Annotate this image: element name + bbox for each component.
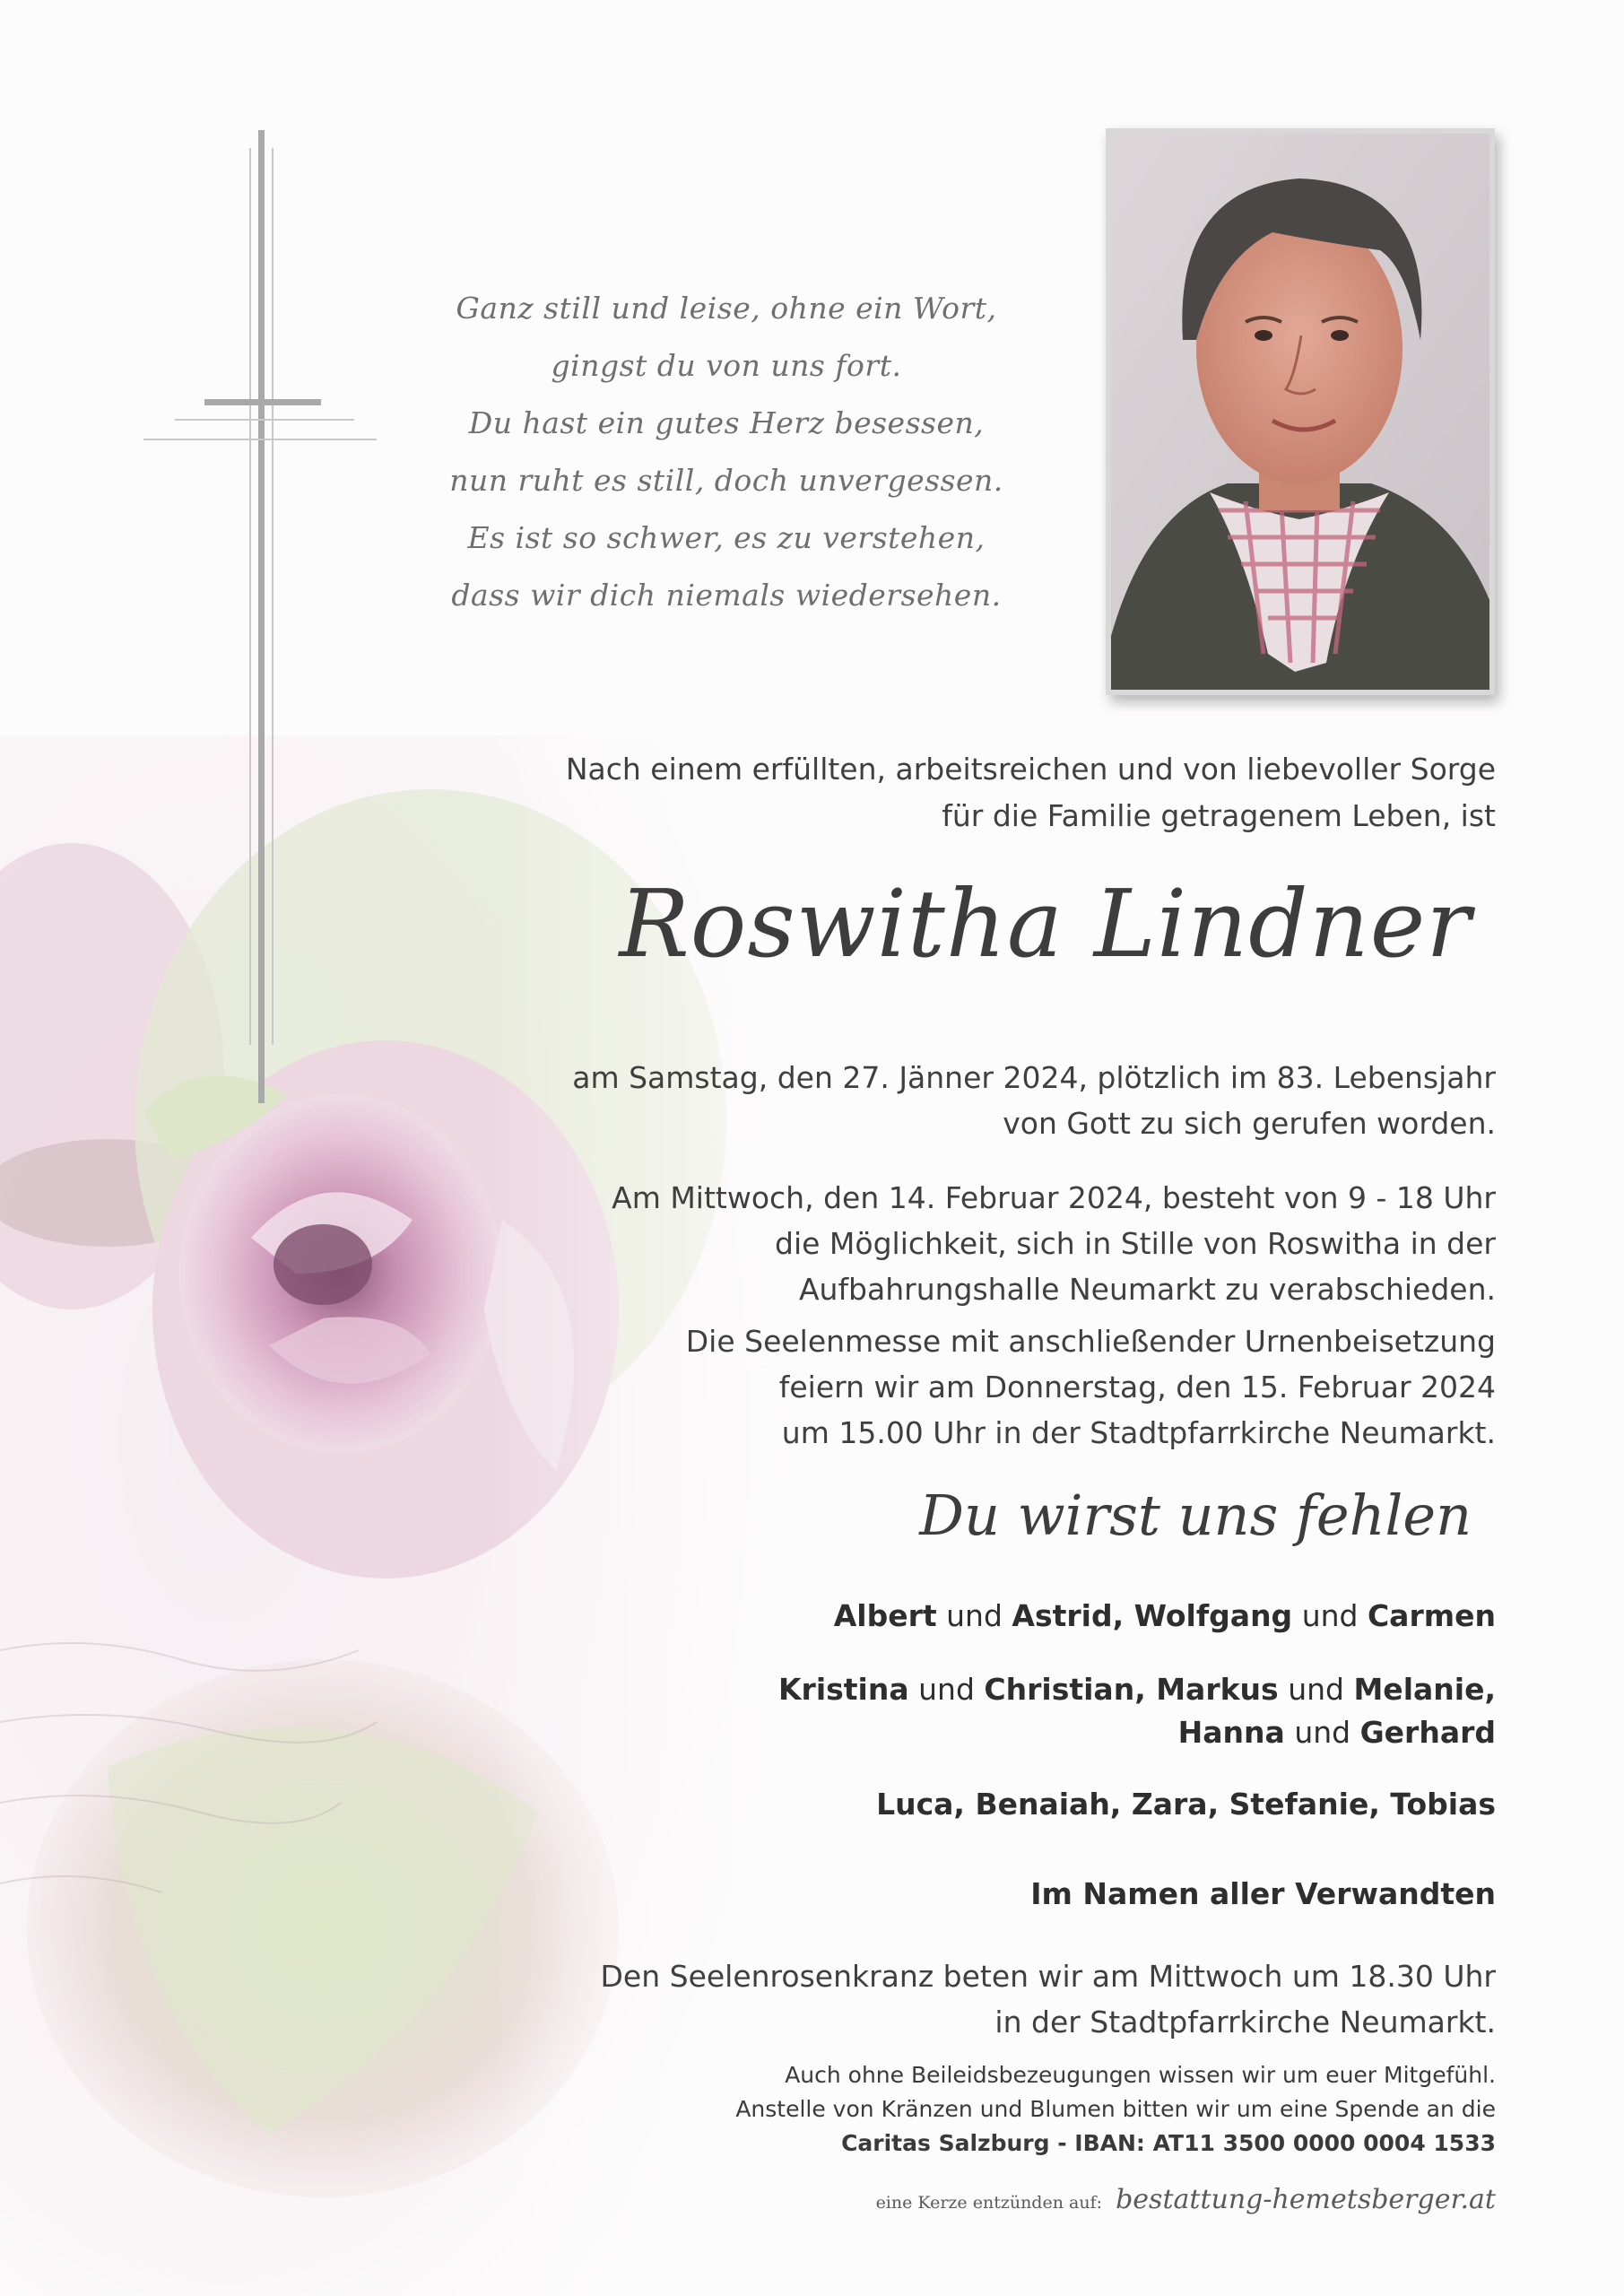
mass-notice [509, 1318, 1496, 1456]
poem-line: dass wir dich niemals wiedersehen. [451, 578, 1002, 613]
death-line: am Samstag, den 27. Jänner 2024, plötzlich im 83. Lebensjahr [572, 1060, 1496, 1095]
donation-notice [509, 2058, 1496, 2161]
mourner-name: Luca, Benaiah, Zara, Stefanie, Tobias [876, 1787, 1496, 1822]
rosary-line: in der Stadtpfarrkirche Neumarkt. [994, 2005, 1496, 2039]
conjunction: und [918, 1672, 975, 1707]
footer [876, 2184, 1496, 2215]
mass-line: Die Seelenmesse mit anschließender Urnenbeisetzung [685, 1324, 1496, 1359]
viewing-line: Aufbahrungshalle Neumarkt zu verabschieden. [798, 1272, 1496, 1307]
poem-line: Es ist so schwer, es zu verstehen, [467, 520, 986, 555]
intro-line: für die Familie getragenem Leben, ist [942, 798, 1496, 833]
mourners-group-2 [509, 1668, 1496, 1754]
intro-line: Nach einem erfüllten, arbeitsreichen und von liebevoller Sorge [565, 752, 1496, 787]
poem-line: nun ruht es still, doch unvergessen. [449, 463, 1003, 498]
donation-iban: Caritas Salzburg - IBAN: AT11 3500 0000 0004 1533 [841, 2130, 1496, 2156]
portrait-photo [1106, 128, 1495, 695]
mourner-name: Melanie, [1353, 1672, 1496, 1707]
mourner-name: Hanna [1177, 1715, 1285, 1750]
footer-prefix: eine Kerze entzünden auf: [875, 2193, 1102, 2213]
rosary-notice [509, 1953, 1496, 2045]
mourners-group-1 [509, 1595, 1496, 1638]
mourners-group-3 [509, 1783, 1496, 1826]
poem-line: Du hast ein gutes Herz besessen, [468, 405, 985, 440]
viewing-notice [509, 1175, 1496, 1312]
death-notice [509, 1055, 1496, 1146]
conjunction: und [946, 1598, 1003, 1633]
website-link[interactable]: bestattung-hemetsberger.at [1116, 2184, 1496, 2215]
conjunction: und [1288, 1672, 1344, 1707]
conjunction: und [1301, 1598, 1359, 1633]
rosary-line: Den Seelenrosenkranz beten wir am Mittwoch um 18.30 Uhr [600, 1959, 1496, 1994]
mourner-name: Gerhard [1359, 1715, 1496, 1750]
conjunction: und [1294, 1715, 1351, 1750]
mourner-name: Carmen [1367, 1598, 1496, 1633]
memorial-poem [421, 280, 1031, 624]
poem-line: Ganz still und leise, ohne ein Wort, [456, 291, 997, 326]
intro-text [509, 746, 1496, 839]
viewing-line: Am Mittwoch, den 14. Februar 2024, besteht von 9 - 18 Uhr [612, 1180, 1496, 1215]
mourner-name: Astrid, Wolfgang [1012, 1598, 1293, 1633]
deceased-name: Roswitha Lindner [619, 869, 1472, 978]
donation-line: Auch ohne Beileidsbezeugungen wissen wir um euer Mitgefühl. [785, 2062, 1496, 2088]
mass-line: feiern wir am Donnerstag, den 15. Februar 2024 [778, 1370, 1496, 1405]
signature-line: Im Namen aller Verwandten [1030, 1876, 1496, 1911]
death-line: von Gott zu sich gerufen worden. [1003, 1106, 1496, 1141]
mourner-name: Albert [833, 1598, 937, 1633]
mourner-name: Christian, Markus [984, 1672, 1279, 1707]
mourner-name: Kristina [777, 1672, 909, 1707]
cross-icon [143, 130, 386, 1103]
donation-line: Anstelle von Kränzen und Blumen bitten wir um eine Spende an die [735, 2096, 1496, 2122]
farewell-heading: Du wirst uns fehlen [919, 1483, 1472, 1548]
poem-line: gingst du von uns fort. [551, 348, 902, 383]
mass-line: um 15.00 Uhr in der Stadtpfarrkirche Neumarkt. [781, 1415, 1496, 1450]
viewing-line: die Möglichkeit, sich in Stille von Roswitha in der [775, 1226, 1496, 1261]
